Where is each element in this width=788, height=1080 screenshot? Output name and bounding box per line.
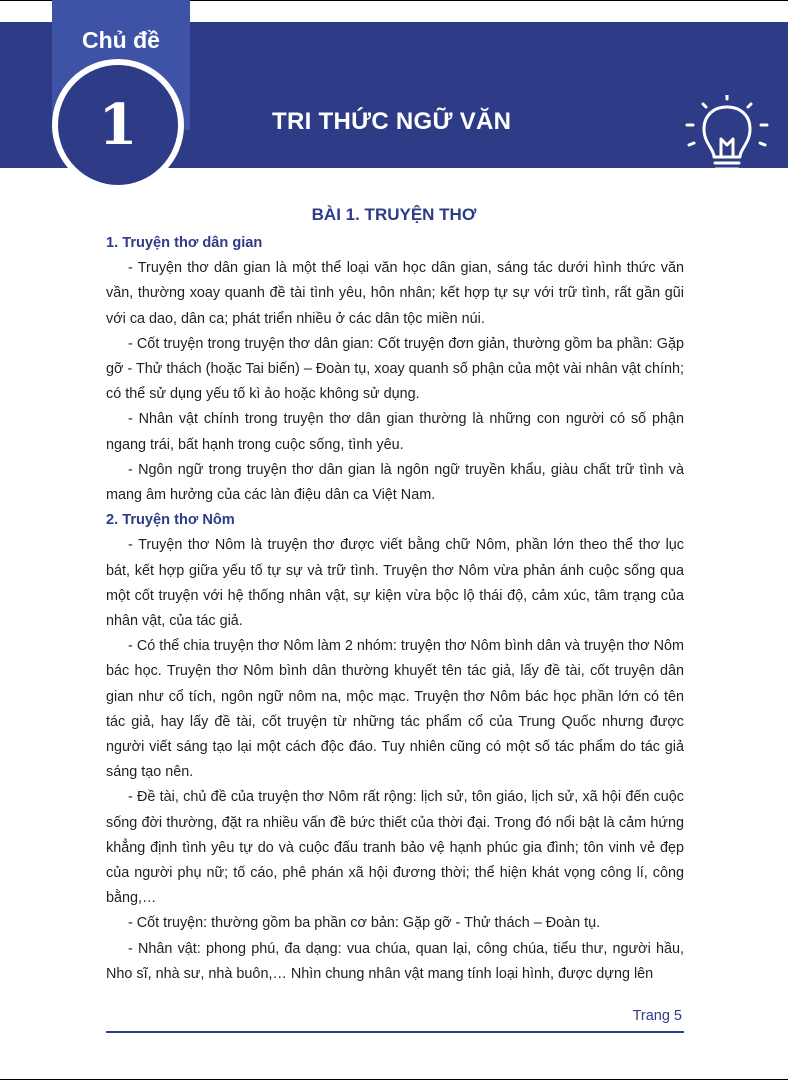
lightbulb-icon (681, 95, 773, 195)
paragraph: - Cốt truyện trong truyện thơ dân gian: Cốt truyện đơn giản, thường gồm ba phần: Gặp gỡ - Thử thách (hoặc Tai biến) – Đoàn tụ, xoay quanh số phận của một vài nhân vật chính; có thể sử dụng yếu tố kì ảo hoặc không sử dụng. (106, 335, 684, 403)
lesson-title: BÀI 1. TRUYỆN THƠ (311, 205, 477, 224)
paragraph: - Truyện thơ dân gian là một thể loại văn học dân gian, sáng tác dưới hình thức văn vần, thường xoay quanh đề tài tình yêu, hôn nhân; kết hợp tự sự với trữ tình, rất gần gũi với ca dao, dân ca; phát triển nhiều ở các dân tộc miền núi. (106, 260, 684, 327)
paragraph: - Đề tài, chủ đề của truyện thơ Nôm rất rộng: lịch sử, tôn giáo, lịch sử, xã hội đến cuộc sống đời thường, đặt ra nhiều vấn đề bức thiết của thời đại. Trong đó nổi bật là cảm hứng khẳng định tình yêu tự do và cuộc đấu tranh bảo vệ hạnh phúc gia đình; tôn vinh vẻ đẹp của người phụ nữ; tố cáo, phê phán xã hội đương thời; thể hiện khát vọng công lí, công bằng,… (106, 789, 684, 907)
paragraph: - Ngôn ngữ trong truyện thơ dân gian là ngôn ngữ truyền khẩu, giàu chất trữ tình và mang âm hưởng của các làn điệu dân ca Việt Nam. (106, 461, 684, 504)
paragraph: - Nhân vật chính trong truyện thơ dân gian thường là những con người có số phận ngang trái, bất hạnh trong cuộc sống, tình yêu. (106, 411, 684, 453)
section-heading: 1. Truyện thơ dân gian (106, 235, 263, 251)
paragraph: - Nhân vật: phong phú, đa dạng: vua chúa, quan lại, công chúa, tiểu thư, người hầu, Nho sĩ, nhà sư, nhà buôn,… Nhìn chung nhân vật mang tính loại hình, được dựng lên (106, 940, 684, 982)
paragraph: - Truyện thơ Nôm là truyện thơ được viết bằng chữ Nôm, phần lớn theo thể thơ lục bát, kết hợp giữa yếu tố tự sự và trữ tình. Truyện thơ Nôm vừa phản ánh cuộc sống qua một cốt truyện với hệ thống nhân vật, sự kiện vừa bộc lộ thái độ, cảm xúc, tâm trạng của nhân vật, của tác giả. (106, 537, 684, 630)
footer-rule (106, 1031, 684, 1033)
topic-title: TRI THỨC NGỮ VĂN (272, 108, 512, 135)
topic-label: Chủ đề (82, 27, 160, 53)
page-number: Trang 5 (632, 1008, 682, 1024)
paragraph: - Có thể chia truyện thơ Nôm làm 2 nhóm: truyện thơ Nôm bình dân và truyện thơ Nôm bác học. Truyện thơ Nôm bình dân thường khuyết tên tác giả, lấy đề tài, cốt truyện dân gian như cổ tích, ngôn ngữ nôm na, mộc mạc. Truyện thơ Nôm bác học phần lớn có tên tác giả, hay lấy đề tài, cốt truyện từ những tác phẩm cổ của Trung Quốc nhưng được người viết sáng tạo lại một cách độc đáo. Tuy nhiên cũng có một số tác phẩm do tác giả sáng tạo nên. (106, 638, 684, 781)
section-heading: 2. Truyện thơ Nôm (106, 512, 235, 529)
paragraph: - Cốt truyện: thường gồm ba phần cơ bản: Gặp gỡ - Thử thách – Đoàn tụ. (128, 915, 601, 932)
lesson-content (106, 231, 684, 987)
topic-number: 1 (58, 65, 178, 185)
